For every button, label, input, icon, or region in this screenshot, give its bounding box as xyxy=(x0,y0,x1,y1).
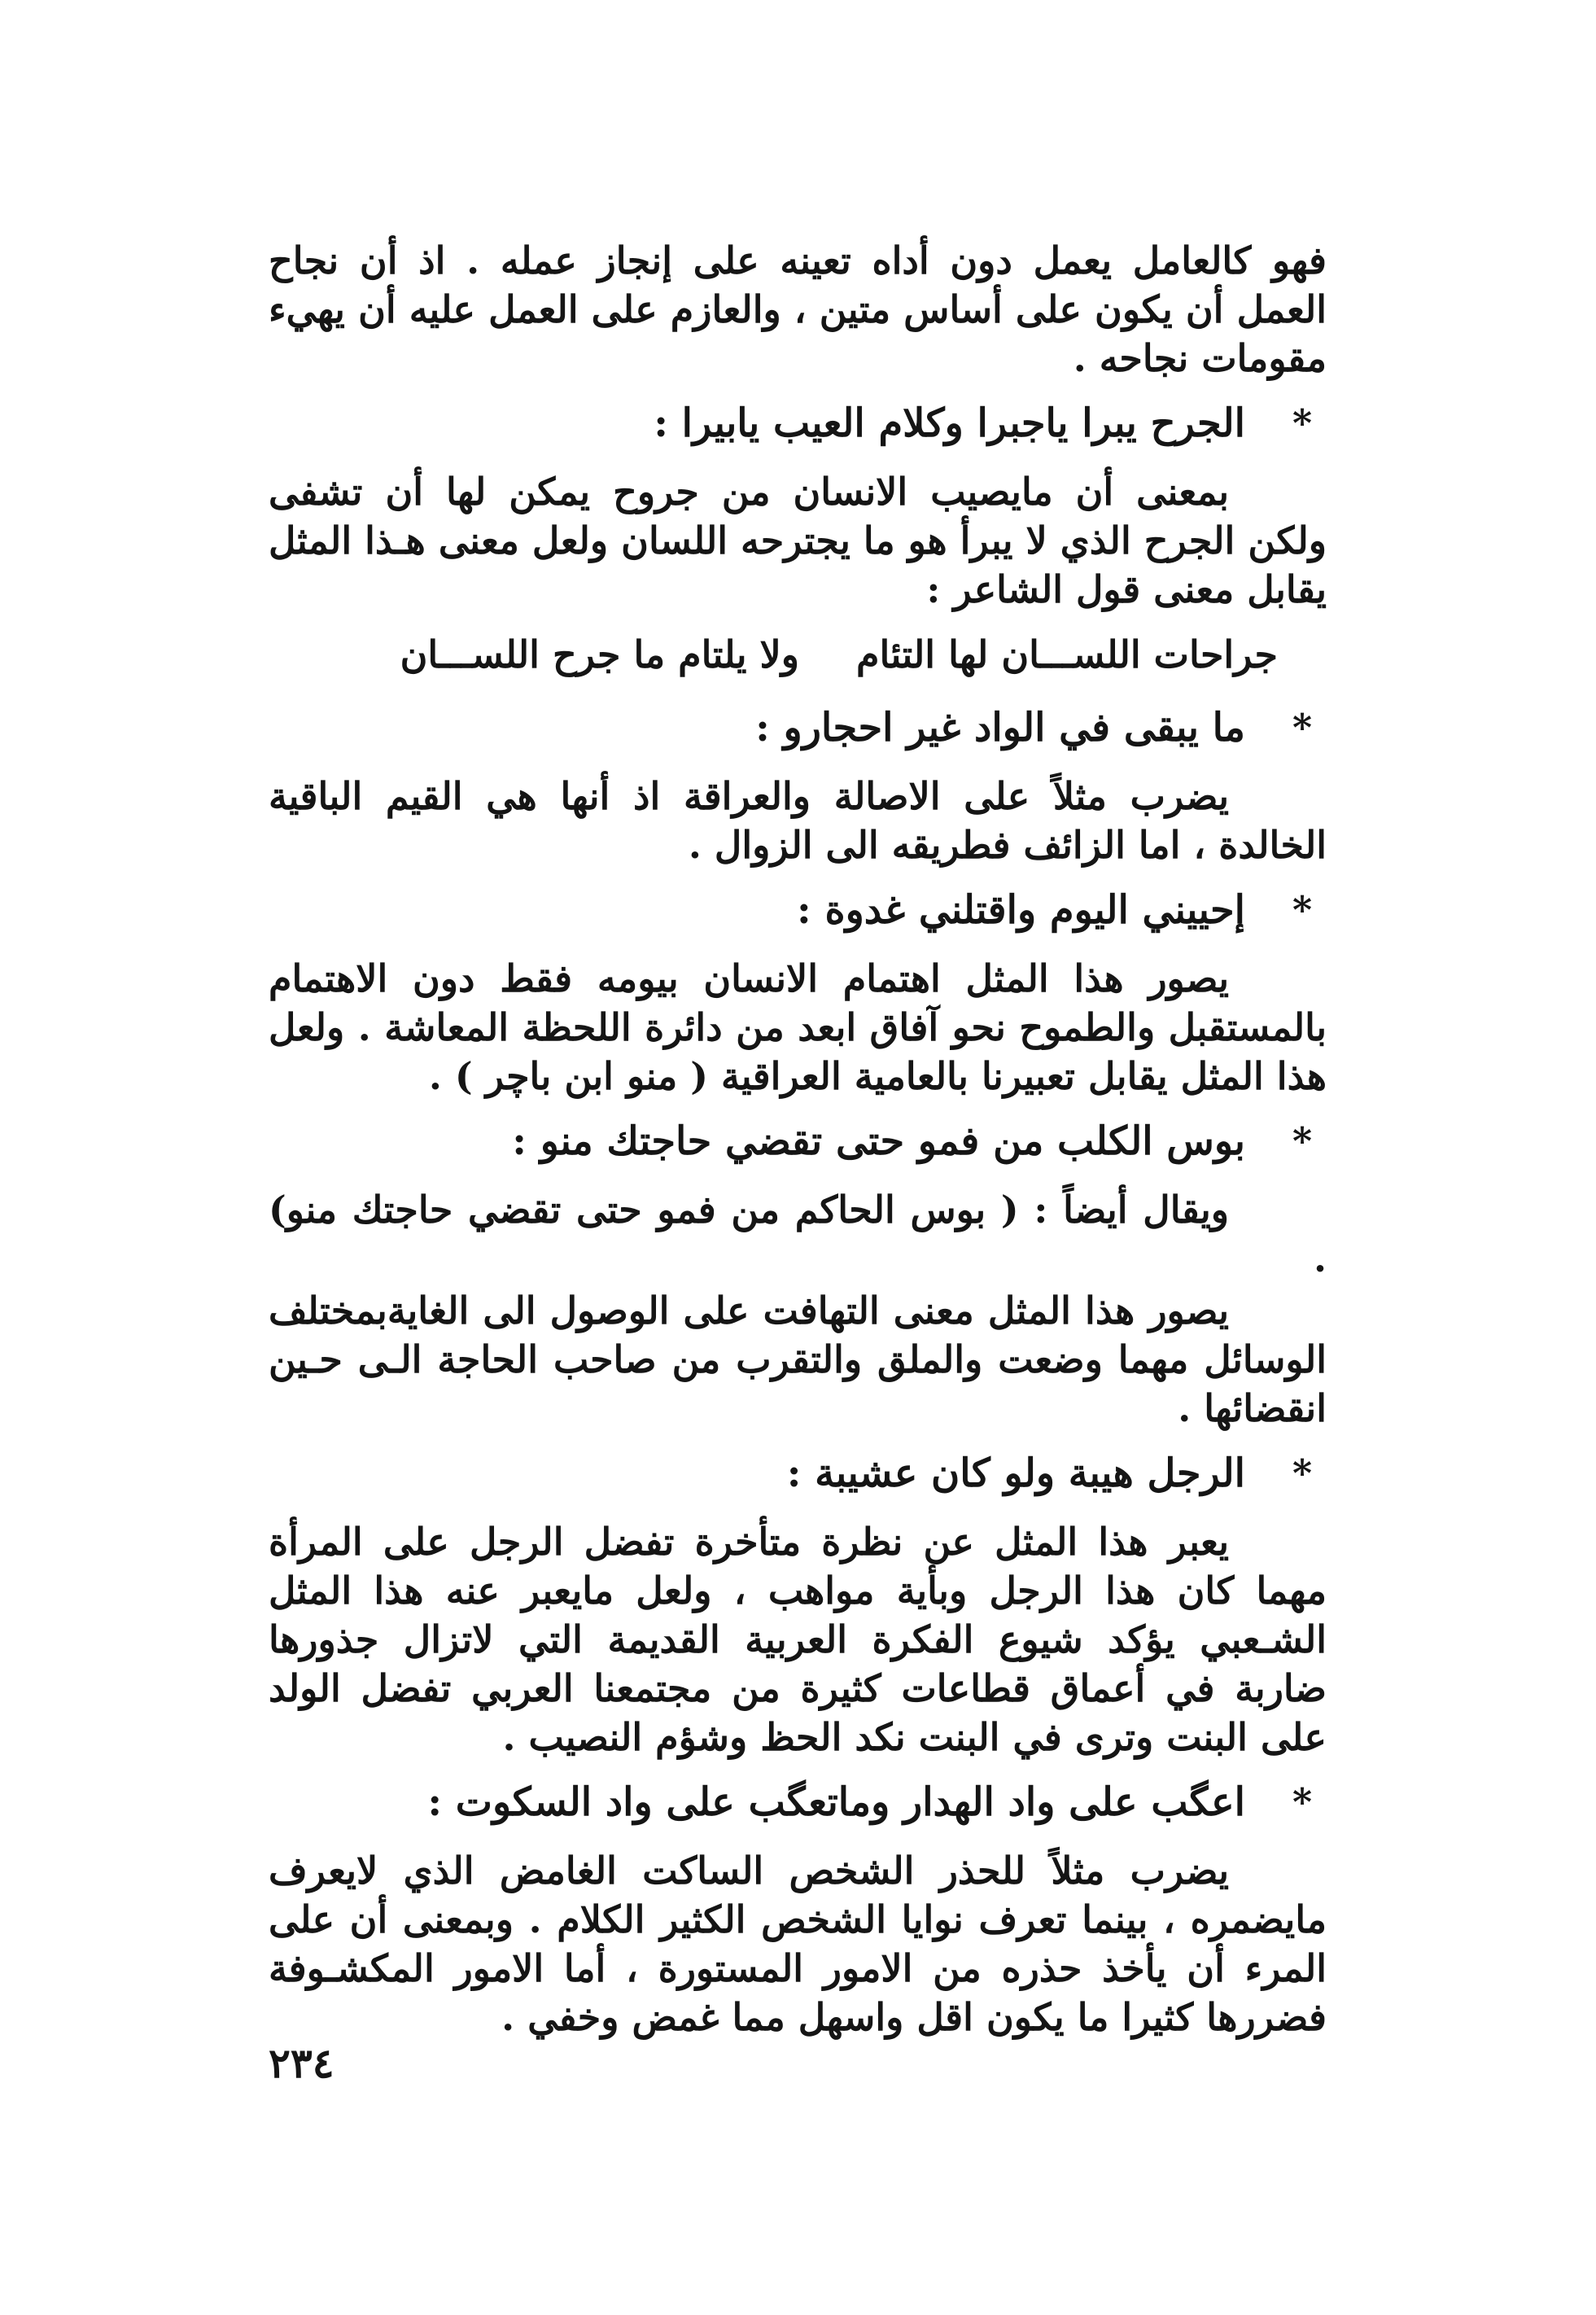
proverb-heading xyxy=(269,886,1327,934)
proverb-heading xyxy=(269,1449,1327,1498)
proverb-heading xyxy=(269,703,1327,752)
proverb-text: اعگب على واد الهدار وماتعگب على واد السكوت : xyxy=(427,1779,1245,1825)
explanation-paragraph: يضرب مثلاً للحذر الشخص الساكت الغامض الذي لايعرف مايضمره ، بينما تعرف نوايا الشخص الكثير الكلام . وبمعنى أن على المرء أن يأخذ حذره من الامور المستورة ، أما الامور المكشـوفة فضررها كثيرا ما يكون اقل واسهل مما غمض وخفي . xyxy=(269,1849,1327,2039)
explanation-paragraph: يصور هذا المثل اهتمام الانسان بيومه فقط دون الاهتمام بالمستقبل والطموح نحو آفاق ابعد من دائرة اللحظة المعاشة . ولعل هذا المثل يقابل تعبيرنا بالعامية العراقية ( منو ابن باچر ) . xyxy=(269,956,1327,1098)
poetry-verse xyxy=(269,630,1327,679)
proverb-heading xyxy=(269,1117,1327,1166)
verse-first-hemistich: جراحات اللســـان لها التئام xyxy=(856,632,1278,676)
asterisk-icon: * xyxy=(1292,1780,1313,1824)
proverb-text: إحييني اليوم واقتلني غدوة : xyxy=(797,887,1245,933)
explanation-paragraph: بمعنى أن مايصيب الانسان من جروح يمكن لها أن تشفى ولكن الجرح الذي لا يبرأ هو ما يجترحه اللسان ولعل معنى هـذا المثل يقابل معنى قول الشاعر : xyxy=(269,470,1327,611)
asterisk-icon: * xyxy=(1292,1119,1313,1163)
page-body xyxy=(269,236,1327,2058)
asterisk-icon: * xyxy=(1292,888,1313,932)
proverb-text: ما يبقى في الواد غير احجارو : xyxy=(755,705,1245,751)
proverb-heading xyxy=(269,399,1327,448)
explanation-paragraph: يصور هذا المثل معنى التهافت على الوصول الى الغايةبمختلف الوسائل مهما وضعت والملق والتقرب من صاحب الحاجة الـى حـين انقضائها . xyxy=(269,1289,1327,1430)
verse-second-hemistich: ولا يلتام ما جرح اللســـان xyxy=(400,632,800,676)
proverb-text: بوس الكلب من فمو حتى تقضي حاجتك منو : xyxy=(512,1118,1245,1164)
asterisk-icon: * xyxy=(1292,1451,1313,1495)
explanation-paragraph: يعبر هذا المثل عن نظرة متأخرة تفضل الرجل على المرأة مهما كان هذا الرجل وبأية مواهب ، ولعل مايعبر عنه هذا المثل الشـعبي يؤكد شيوع الفكرة العربية القديمة التي لاتزال جذورها ضاربة في أعماق قطاعات كثيرة من مجتمعنا العربي تفضل الولد على البنت وترى في البنت نكد الحظ وشؤم النصيب . xyxy=(269,1520,1327,1759)
page-number: ٢٣٤ xyxy=(269,2039,335,2087)
asterisk-icon: * xyxy=(1292,401,1313,445)
explanation-paragraph: ويقال أيضاً : ( بوس الحاكم من فمو حتى تقضي حاجتك منو) . xyxy=(269,1188,1327,1280)
proverb-text: الرجل هيبة ولو كان عشيبة : xyxy=(786,1451,1245,1496)
proverb-text: الجرح يبرا ياجبرا وكلام العيب يابيرا : xyxy=(654,400,1245,446)
asterisk-icon: * xyxy=(1292,706,1313,750)
explanation-paragraph: يضرب مثلاً على الاصالة والعراقة اذ أنها هي القيم الباقية الخالدة ، اما الزائف فطريقه الى الزوال . xyxy=(269,774,1327,867)
proverb-heading xyxy=(269,1778,1327,1827)
intro-paragraph: فهو كالعامل يعمل دون أداه تعينه على إنجاز عمله . اذ أن نجاح العمل أن يكون على أساس متين ، والعازم على العمل عليه أن يهيء مقومات نجاحه . xyxy=(269,239,1327,380)
